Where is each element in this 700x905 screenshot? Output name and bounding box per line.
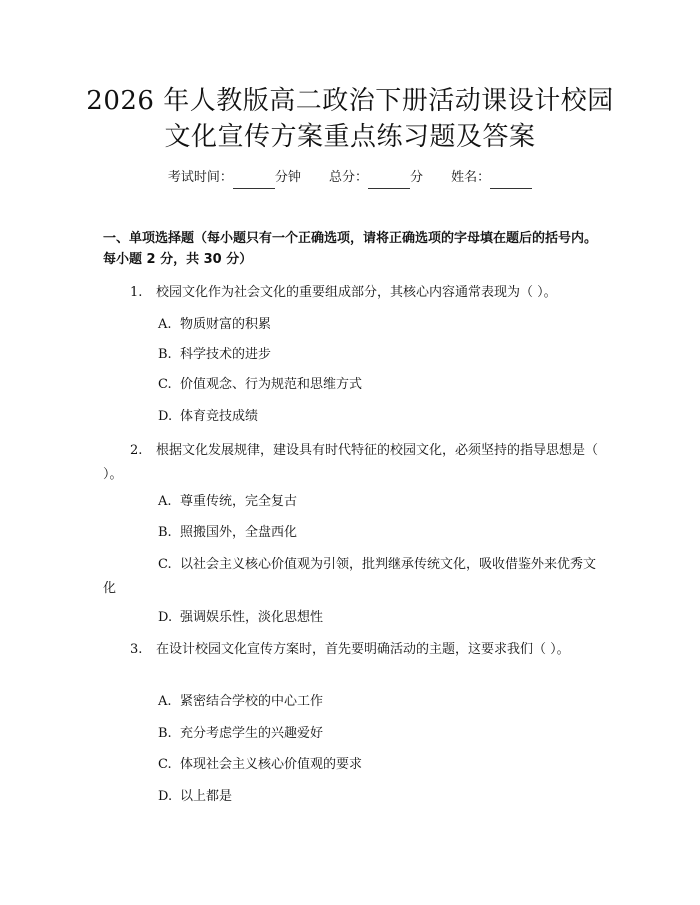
question-1-option-d: [158, 405, 603, 429]
question-1-option-a: [158, 313, 603, 337]
exam-time-field: [168, 170, 305, 185]
option-text: 物质财富的积累: [180, 317, 272, 332]
option-text: 价值观念、行为规范和思维方式: [180, 377, 363, 392]
option-letter: A.: [158, 317, 172, 332]
question-number: 1.: [130, 285, 143, 300]
option-letter: B.: [158, 726, 172, 741]
option-text: 以社会主义核心价值观为引领，批判继承传统文化，吸收借鉴外来优秀文化: [103, 557, 597, 596]
option-letter: C.: [158, 557, 172, 572]
question-3: [103, 638, 603, 662]
total-score-label: 总分：: [328, 170, 368, 185]
option-letter: B.: [158, 525, 172, 540]
question-3-option-c: [158, 753, 603, 777]
name-label: 姓名：: [451, 170, 491, 185]
exam-time-label: 考试时间：: [167, 170, 233, 185]
question-3-option-b: [158, 722, 603, 746]
question-2-option-b: [158, 521, 603, 545]
option-text: 体育竞技成绩: [180, 409, 259, 424]
option-text: 强调娱乐性，淡化思想性: [180, 610, 324, 625]
question-2-option-d: [158, 606, 603, 630]
total-score-blank: [368, 168, 410, 189]
document-title-line-2: 文化宣传方案重点练习题及答案: [164, 122, 536, 152]
option-letter: C.: [158, 757, 172, 772]
question-3-option-d: [158, 785, 603, 809]
exam-time-blank: [233, 168, 275, 189]
option-letter: B.: [158, 347, 172, 362]
option-text: 科学技术的进步: [180, 347, 272, 362]
question-2: [103, 439, 603, 487]
option-text: 尊重传统，完全复古: [180, 494, 298, 509]
name-blank: [490, 168, 532, 189]
option-text: 以上都是: [180, 789, 233, 804]
option-letter: A.: [158, 694, 172, 709]
question-1-option-b: [158, 343, 603, 367]
total-score-unit: 分: [410, 170, 424, 185]
question-2-option-c: [103, 553, 603, 601]
question-1: [103, 281, 603, 305]
option-text: 充分考虑学生的兴趣爱好: [180, 726, 324, 741]
option-text: 照搬国外，全盘西化: [180, 525, 298, 540]
question-1-option-c: [158, 373, 603, 397]
question-text: 在设计校园文化宣传方案时，首先要明确活动的主题，这要求我们（ ）。: [156, 642, 570, 657]
option-text: 体现社会主义核心价值观的要求: [180, 757, 363, 772]
option-letter: D.: [158, 610, 173, 625]
question-2-option-a: [158, 490, 603, 514]
section-heading: 一、单项选择题（每小题只有一个正确选项，请将正确选项的字母填在题后的括号内。每小题 2 分，共 30 分）: [103, 231, 598, 267]
exam-time-unit: 分钟: [274, 170, 301, 185]
question-3-option-a: [158, 690, 603, 714]
document-title-line-1: 2026 年人教版高二政治下册活动课设计校园: [86, 86, 614, 116]
question-text: 校园文化作为社会文化的重要组成部分，其核心内容通常表现为（ ）。: [156, 285, 557, 300]
question-number: 2.: [130, 443, 143, 458]
option-letter: C.: [158, 377, 172, 392]
question-text: 根据文化发展规律，建设具有时代特征的校园文化，必须坚持的指导思想是（ ）。: [103, 443, 599, 482]
option-text: 紧密结合学校的中心工作: [180, 694, 324, 709]
name-field: [451, 170, 532, 185]
exam-info-line: [0, 168, 700, 189]
question-number: 3.: [130, 642, 143, 657]
option-letter: A.: [158, 494, 172, 509]
option-letter: D.: [158, 789, 173, 804]
total-score-field: [329, 170, 427, 185]
option-letter: D.: [158, 409, 173, 424]
